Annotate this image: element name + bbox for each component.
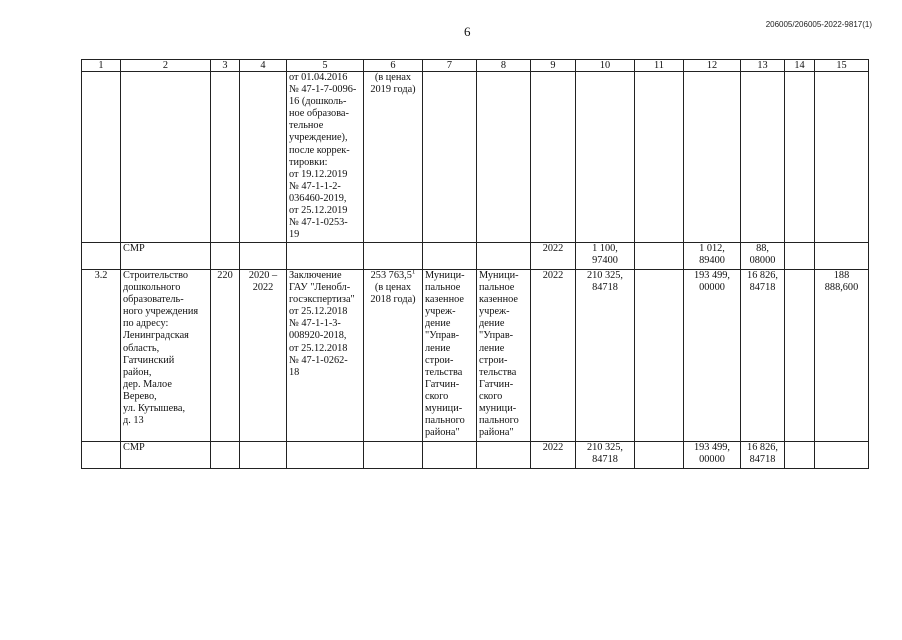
- smr-regional: 1 012, 89400: [684, 243, 741, 270]
- customer: Муници- пальное казенное учреж- дение "Управ- ление строи- тельства Гатчин- ского муници- пального района": [423, 270, 477, 442]
- estimated-cost-value: 253 763,5: [370, 270, 412, 281]
- smr-year: 2022: [531, 243, 576, 270]
- smr-total: 1 100, 97400: [576, 243, 635, 270]
- regional-budget: 193 499, 00000: [684, 270, 741, 442]
- col-num-6: 6: [364, 60, 423, 72]
- object-row-3-2: [82, 270, 869, 442]
- document-id: 206005/206005-2022-9817(1): [765, 20, 872, 29]
- smr-row-1: [82, 243, 869, 270]
- smr-label: СМР: [121, 442, 211, 469]
- price-basis-cont: (в ценах 2019 года): [364, 72, 423, 243]
- capacity: 220: [211, 270, 240, 442]
- financing-year: 2022: [531, 270, 576, 442]
- col-num-7: 7: [423, 60, 477, 72]
- col-num-8: 8: [477, 60, 531, 72]
- page-number: 6: [464, 24, 471, 39]
- expertise-conclusion-cont: от 01.04.2016 № 47-1-7-0096- 16 (дошколь- ное образова- тельное учреждение), после коррек- тировки: от 19.12.2019 № 47-1-1-2- 036460-2019, от 25.12.2019 № 47-1-0253- 19: [287, 72, 364, 243]
- col-num-14: 14: [785, 60, 815, 72]
- row-number: 3.2: [82, 270, 121, 442]
- construction-period: 2020 – 2022: [240, 270, 287, 442]
- estimated-cost: 253 763,5$^1$ (в ценах 2018 года): [364, 270, 423, 442]
- col-num-13: 13: [741, 60, 785, 72]
- column-number-row: [82, 60, 869, 72]
- smr-regional: 193 499, 00000: [684, 442, 741, 469]
- smr-year: 2022: [531, 442, 576, 469]
- col-num-10: 10: [576, 60, 635, 72]
- col-num-1: 1: [82, 60, 121, 72]
- total-financing: 210 325, 84718: [576, 270, 635, 442]
- col-num-15: 15: [815, 60, 869, 72]
- object-name: Строительство дошкольного образователь- ного учреждения по адресу: Ленинградская область, Гатчинский район, дер. Малое Верево, ул. Кутышева, д. 13: [121, 270, 211, 442]
- smr-local: 16 826, 84718: [741, 442, 785, 469]
- smr-total: 210 325, 84718: [576, 442, 635, 469]
- footnote-mark: 1: [411, 269, 416, 276]
- col-num-3: 3: [211, 60, 240, 72]
- developer: Муници- пальное казенное учреж- дение "Управ- ление строи- тельства Гатчин- ского муници- пального района": [477, 270, 531, 442]
- smr-row-2: [82, 442, 869, 469]
- col-num-11: 11: [635, 60, 684, 72]
- col-num-2: 2: [121, 60, 211, 72]
- smr-local: 88, 08000: [741, 243, 785, 270]
- col-num-12: 12: [684, 60, 741, 72]
- smr-label: СМР: [121, 243, 211, 270]
- col-num-9: 9: [531, 60, 576, 72]
- remaining-value: 188 888,600: [815, 270, 869, 442]
- program-table: [81, 59, 869, 469]
- col-num-4: 4: [240, 60, 287, 72]
- expertise-conclusion: Заключение ГАУ "Ленобл- госэкспертиза" от 25.12.2018 № 47-1-1-3- 008920-2018, от 25.12.2018 № 47-1-0262- 18: [287, 270, 364, 442]
- col-num-5: 5: [287, 60, 364, 72]
- local-budget: 16 826, 84718: [741, 270, 785, 442]
- continuation-row: [82, 72, 869, 243]
